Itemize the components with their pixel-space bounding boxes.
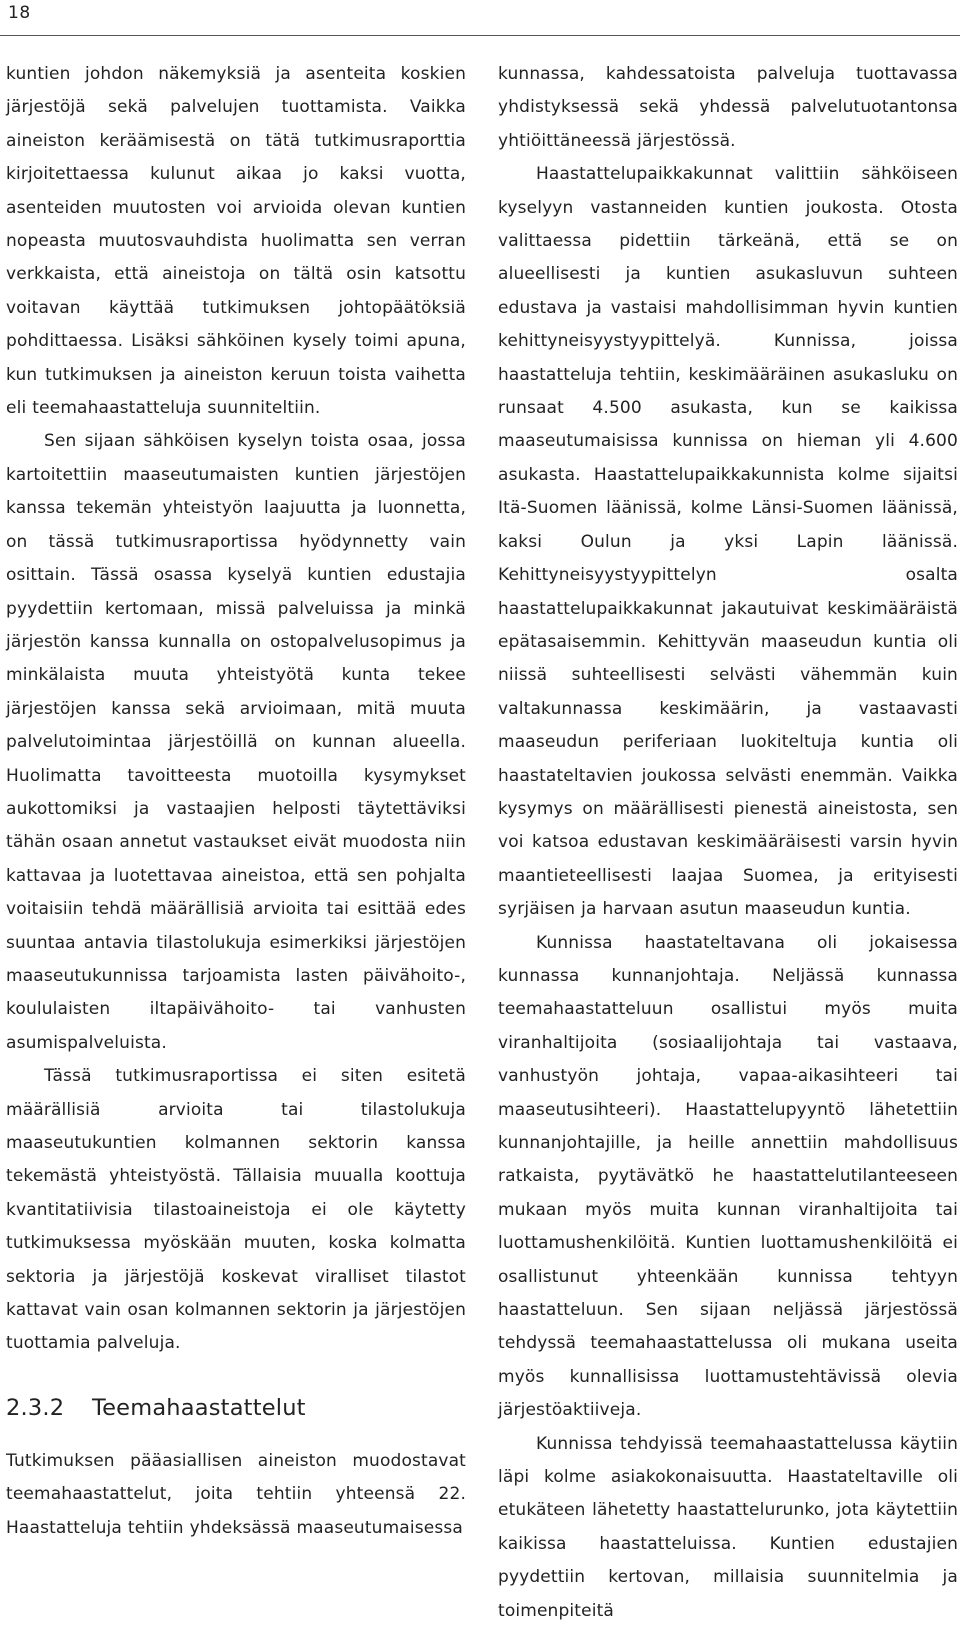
body-paragraph: Kunnissa haastateltavana oli jokaisessa kunnassa kunnanjohtaja. Neljässä kunnassa teemahaastatteluun osallistui myös muita viranhaltijoita (sosiaalijohtaja tai vastaava, vanhustyön johtaja, vapaa-aikasihteeri tai maaseutusihteeri). Haastattelupyyntö lähetettiin kunnanjohtajille, ja heille annettiin mahdollisuus ratkaista, pyytävätkö he haastattelutilanteeseen mukaan myös muita kunnan viranhaltijoita tai luottamushenkilöitä. Kuntien luottamushenkilöitä ei osallistunut yhteenkään kunnissa tehtyyn haastatteluun. Sen sijaan neljässä järjestössä tehdyssä teemahaastattelussa oli mukana useita myös kunnallisissa luottamustehtävissä olevia järjestöaktiiveja. — [498, 932, 958, 1421]
body-paragraph: Kunnissa tehdyissä teemahaastattelussa käytiin läpi kolme asiakokonaisuutta. Haastateltaville oli etukäteen lähetetty haastattelurunko, jota käytettiin kaikissa haastatteluissa. Kuntien edustajien pyydettiin kertovan, millaisia suunnitelmia ja toimenpiteitä — [498, 1433, 958, 1621]
left-column — [6, 58, 466, 1545]
header-rule — [0, 35, 960, 36]
body-paragraph: Tässä tutkimusraportissa ei siten esitetä määrällisiä arvioita tai tilastolukuja maaseutukuntien kolmannen sektorin kanssa tekemästä yhteistyöstä. Tällaisia muualla koottuja kvantitatiivisia tilastoaineistoja ei ole käytetty tutkimuksessa myöskään muuten, koska kolmatta sektoria ja järjestöjä koskevat viralliset tilastot kattavat vain osan kolmannen sektorin ja järjestöjen tuottamia palveluja. — [6, 1066, 466, 1354]
body-paragraph: kunnassa, kahdessatoista palveluja tuottavassa yhdistyksessä sekä yhdessä palvelutuotantonsa yhtiöittäneessä järjestössä. — [498, 64, 958, 151]
right-column — [498, 58, 958, 1628]
body-paragraph: kuntien johdon näkemyksiä ja asenteita koskien järjestöjä sekä palvelujen tuottamista. Vaikka aineiston keräämisestä on tätä tutkimusraporttia kirjoitettaessa kulunut aikaa jo kaksi vuotta, asenteiden muutosten voi arvioida olevan kuntien nopeasta muutosvauhdista huolimatta sen verran verkkaista, että aineistoja on tältä osin katsottu voitavan käyttää tutkimuksen johtopäätöksiä pohdittaessa. Lisäksi sähköinen kysely toimi apuna, kun tutkimuksen ja aineiston keruun toista vaihetta eli teemahaastatteluja suunniteltiin. — [6, 64, 466, 419]
body-paragraph: Sen sijaan sähköisen kyselyn toista osaa, jossa kartoitettiin maaseutumaisten kuntien järjestöjen kanssa tekemän yhteistyön laajuutta ja luonnetta, on tässä tutkimusraportissa hyödynnetty vain osittain. Tässä osassa kyselyä kuntien edustajia pyydettiin kertomaan, missä palveluissa ja minkä järjestön kanssa kunnalla on ostopalvelusopimus ja minkälaista muuta yhteistyötä kunta tekee järjestöjen kanssa sekä arvioimaan, mitä muuta palvelutoimintaa järjestöillä on kunnan alueella. Huolimatta tavoitteesta muotoilla kysymykset aukottomiksi ja vastaajien helposti täytettäviksi tähän osaan annetut vastaukset eivät muodosta niin kattavaa ja luotettavaa aineistoa, että sen pohjalta voitaisiin tehdä määrällisiä arvioita tai esittää edes suuntaa antavia tilastolukuja esimerkiksi järjestöjen maaseutukunnissa tarjoamista lasten päivähoito-, koululaisten iltapäivähoito- tai vanhusten asumispalveluista. — [6, 431, 466, 1053]
section-title: Teemahaastattelut — [92, 1394, 306, 1421]
body-paragraph: Haastattelupaikkakunnat valittiin sähköiseen kyselyyn vastanneiden kuntien joukosta. Otosta valittaessa pidettiin tärkeänä, että se on alueellisesti ja kuntien asukasluvun suhteen edustava ja vastaisi mahdollisimman hyvin kuntien kehittyneisyystyypittelyä. Kunnissa, joissa haastatteluja tehtiin, keskimääräinen asukasluku on runsaat 4.500 asukasta, kun se kaikissa maaseutumaisissa kunnissa on hieman yli 4.600 asukasta. Haastattelupaikkakunnista kolme sijaitsi Itä-Suomen läänissä, kolme Länsi-Suomen läänissä, kaksi Oulun ja yksi Lapin läänissä. Kehittyneisyystyypittelyn osalta haastattelupaikkakunnat jakautuivat keskimääräistä epätasaisemmin. Kehittyvän maaseudun kuntia oli niissä suhteellisesti selvästi vähemmän kuin valtakunnassa keskimäärin, ja vastaavasti maaseudun periferiaan luokiteltuja kuntia oli haastateltavien joukossa selvästi enemmän. Vaikka kysymys on määrällisesti pienestä aineistosta, sen voi katsoa edustavan keskimääräisesti varsin hyvin maantieteellisesti laajaa Suomea, ja erityisesti syrjäisen ja harvaan asutun maaseudun kuntia. — [498, 164, 958, 920]
section-heading — [6, 1393, 466, 1423]
page-number: 18 — [8, 3, 31, 23]
body-paragraph: Tutkimuksen pääasiallisen aineiston muodostavat teemahaastattelut, joita tehtiin yhteensä 22. Haastatteluja tehtiin yhdeksässä maaseutumaisessa — [6, 1450, 466, 1538]
section-number: 2.3.2 — [6, 1394, 65, 1421]
